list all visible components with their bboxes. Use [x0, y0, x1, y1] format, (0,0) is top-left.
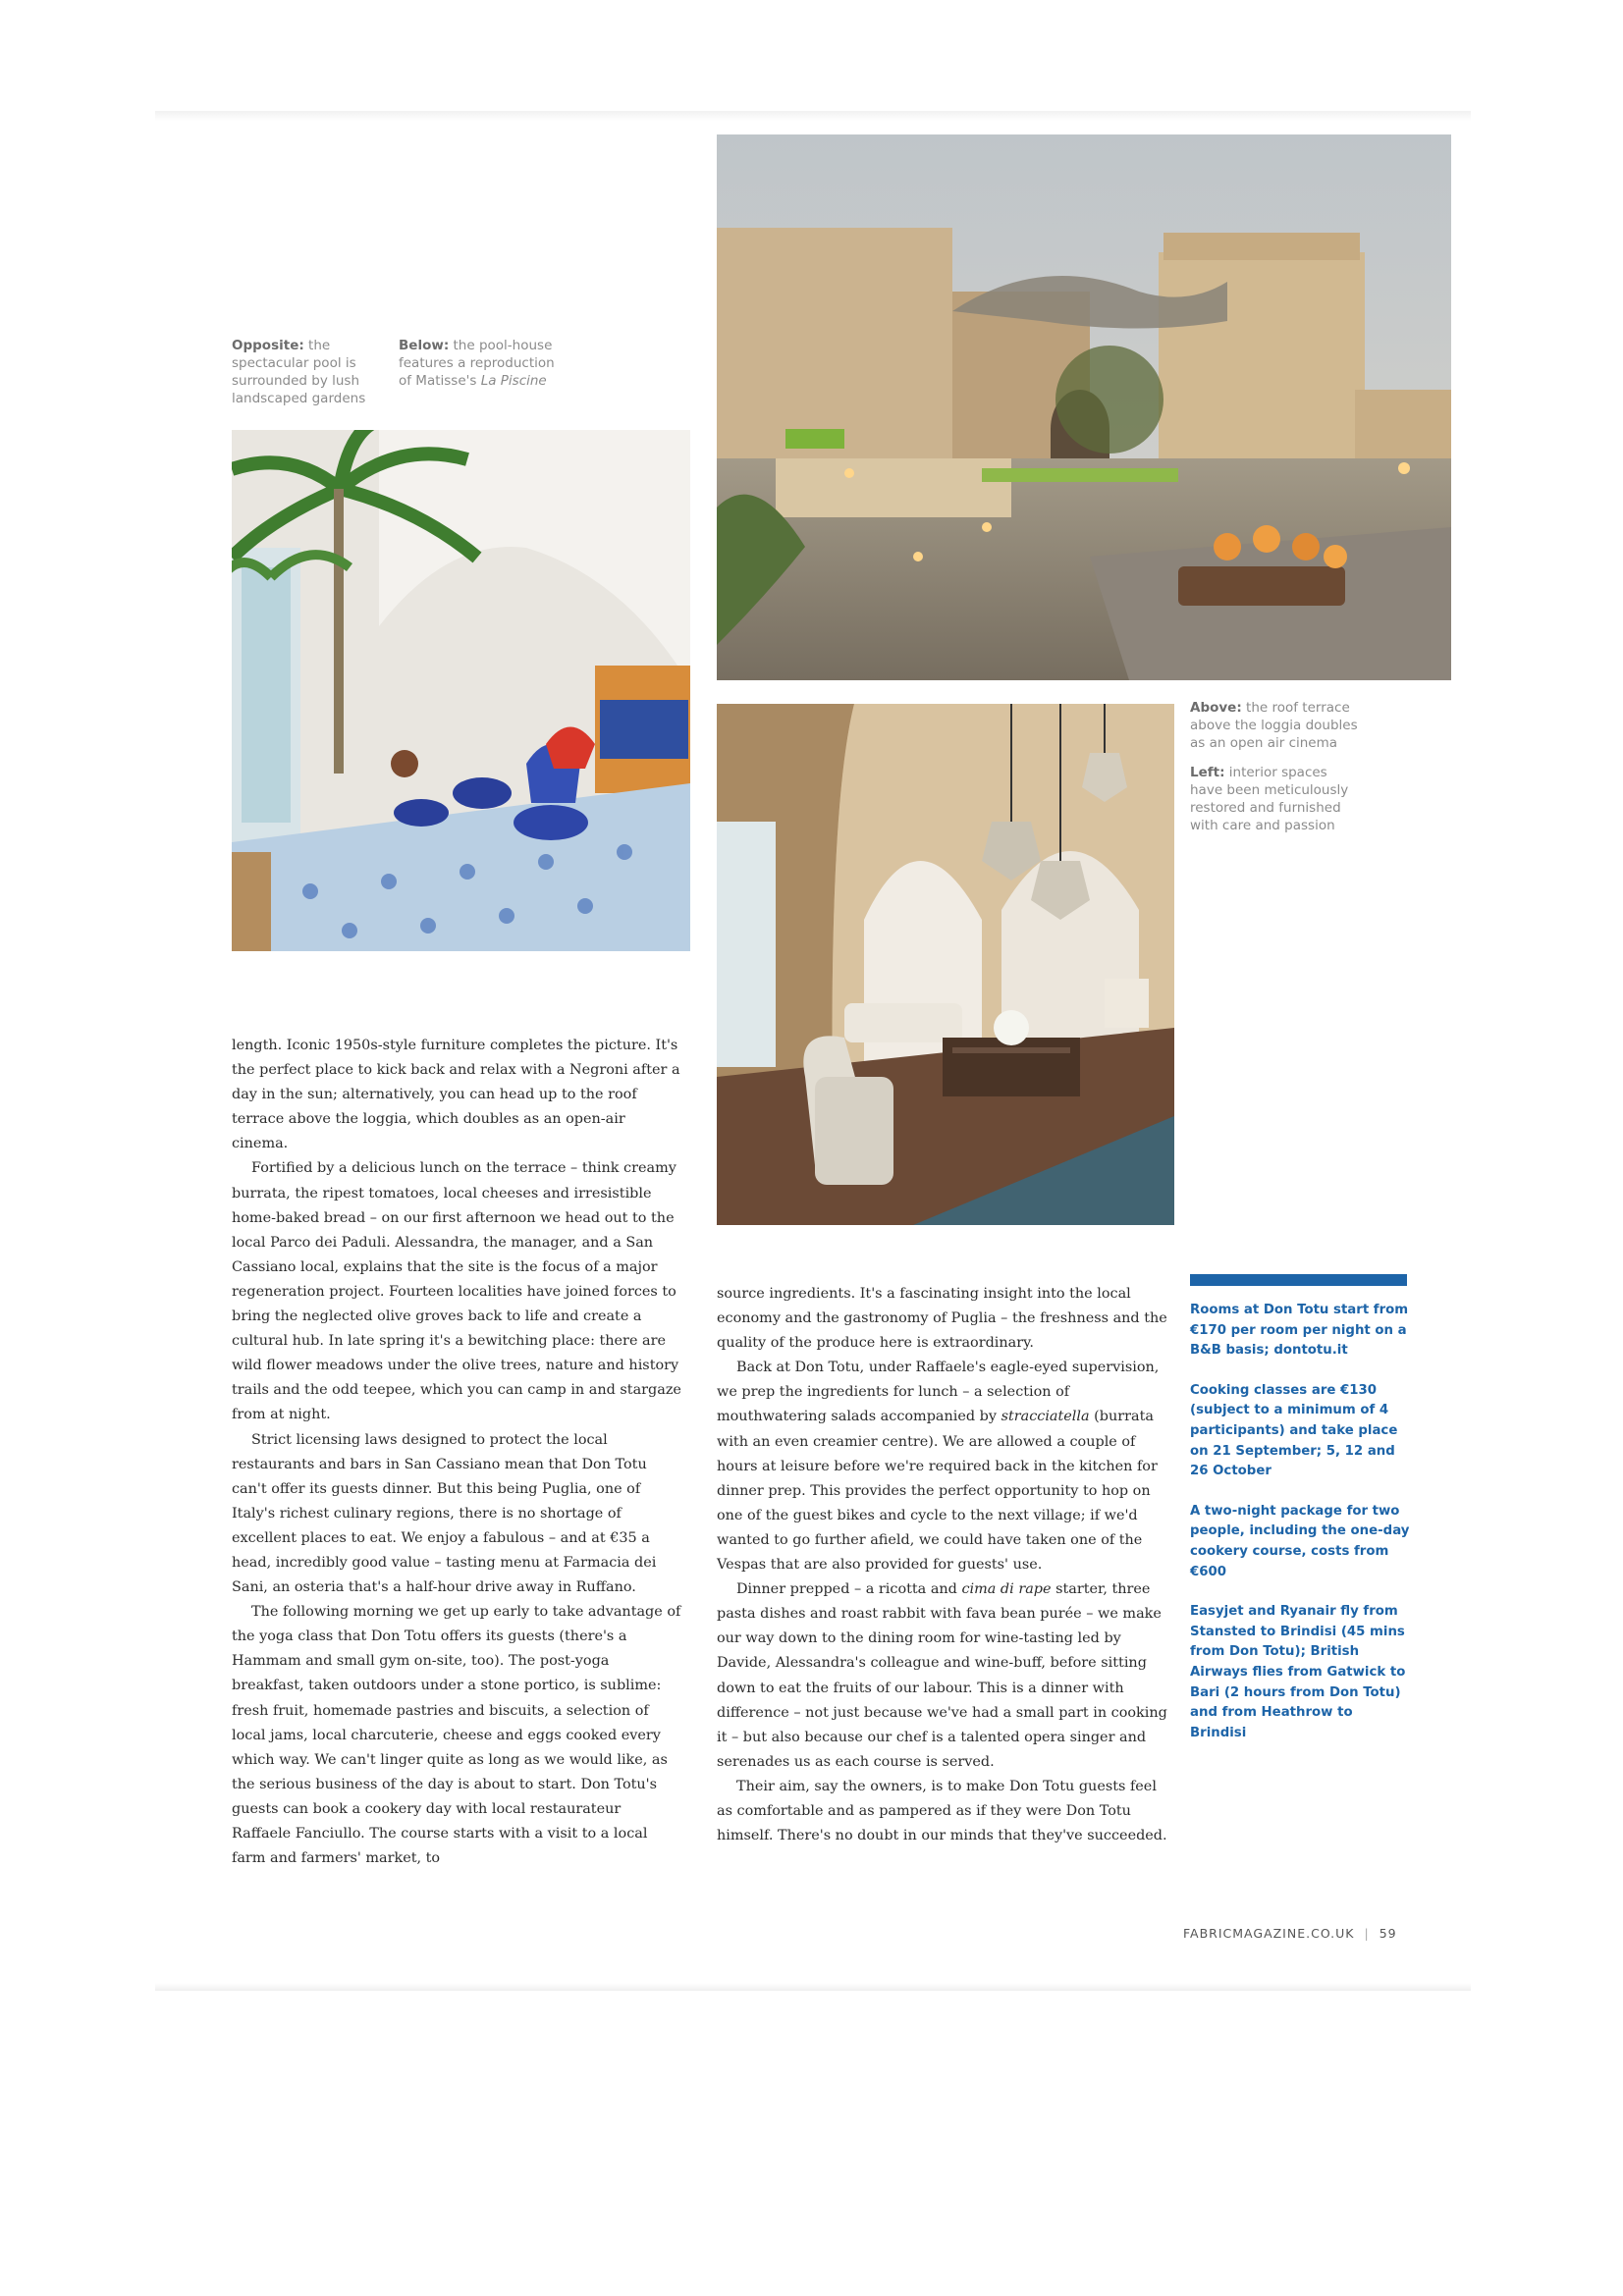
paragraph: length. Iconic 1950s-style furniture completes the picture. It's the perfect place to kick back and relax with a Negroni after a day in the sun; alternatively, you can head up to the roof terrace above the loggia, which doubles as an open-air cinema.	[232, 1038, 680, 1152]
caption-below-italic: La Piscine	[480, 373, 547, 389]
caption-below	[399, 337, 561, 390]
footer-site: FABRICMAGAZINE.CO.UK	[1183, 1926, 1355, 1941]
photo-pool-house	[232, 430, 690, 951]
sidebar-info	[1190, 1301, 1411, 1763]
caption-opposite	[232, 337, 389, 407]
sidebar-rule	[1190, 1274, 1407, 1286]
footer-separator: |	[1364, 1926, 1370, 1941]
paragraph-text: starter, three pasta dishes and roast rabbit with fava bean purée – we make our way down to the dining room for wine-tasting led by Davide, Alessandra's colleague and wine-buff, before sitting down to eat the fruits of our labour. This is a dinner with difference – not just because we've had a small part in cooking it – but also because our chef is a talented opera singer and serenades us as each course is served.	[717, 1581, 1167, 1770]
caption-opposite-text: the spectacular pool is surrounded by lush landscaped gardens	[232, 338, 366, 406]
paragraph	[717, 1577, 1172, 1775]
sidebar-item: Rooms at Don Totu start from €170 per room per night on a B&B basis; dontotu.it	[1190, 1303, 1409, 1359]
photo-interior	[717, 704, 1174, 1225]
caption-above-text: the roof terrace above the loggia doubles as an open air cinema	[1190, 700, 1358, 751]
paragraph-text: Dinner prepped – a ricotta and	[736, 1581, 962, 1598]
paragraph-text: (burrata with an even creamier centre). We are allowed a couple of hours at leisure before we're required back in the kitchen for dinner prep. This provides the perfect opportunity to hop on one of the guest bikes and cycle to the next village; if we'd wanted to go further afield, we could have taken one of the Vespas that are also provided for guests' use.	[717, 1409, 1158, 1574]
paragraph-italic: cima di rape	[961, 1581, 1052, 1598]
caption-opposite-label: Opposite:	[232, 338, 304, 353]
paragraph: Their aim, say the owners, is to make Don Totu guests feel as comfortable and as pampered as if they were Don Totu himself. There's no doubt in our minds that they've succeeded.	[717, 1778, 1167, 1844]
sidebar-item: Cooking classes are €130 (subject to a minimum of 4 participants) and take place on 21 September; 5, 12 and 26 October	[1190, 1382, 1398, 1479]
photo-roof-terrace	[717, 134, 1451, 680]
caption-above	[1190, 699, 1362, 752]
paragraph: source ingredients. It's a fascinating insight into the local economy and the gastronomy of Puglia – the freshness and the quality of the produce here is extraordinary.	[717, 1286, 1167, 1352]
paragraph: The following morning we get up early to take advantage of the yoga class that Don Totu offers its guests (there's a Hammam and small gym on-site, too). The post-yoga breakfast, taken outdoors under a stone portico, is sublime: fresh fruit, homemade pastries and biscuits, a selection of local jams, local charcuterie, cheese and eggs cooked every which way. We can't linger quite as long as we would like, as the serious business of the day is about to start. Don Totu's guests can book a cookery day with local restaurateur Raffaele Fanciullo. The course starts with a visit to a local farm and farmers' market, to	[232, 1604, 681, 1867]
page-number: 59	[1379, 1926, 1397, 1941]
sidebar-item: Easyjet and Ryanair fly from Stansted to Brindisi (45 mins from Don Totu); British Airways flies from Gatwick to Bari (2 hours from Don Totu) and from Heathrow to Brindisi	[1190, 1604, 1406, 1740]
paragraph: Strict licensing laws designed to protect the local restaurants and bars in San Cassiano mean that Don Totu can't offer its guests dinner. But this being Puglia, one of Italy's richest culinary regions, there is no shortage of excellent places to eat. We enjoy a fabulous – and at €35 a head, incredibly good value – tasting menu at Farmacia dei Sani, an osteria that's a half-hour drive away in Ruffano.	[232, 1431, 657, 1596]
sidebar-item: A two-night package for two people, including the one-day cookery course, costs from €600	[1190, 1503, 1410, 1579]
paragraph-text: Back at Don Totu, under Raffaele's eagle-eyed supervision, we prep the ingredients for lunch – a selection of mouthwatering salads accompanied by	[717, 1360, 1160, 1425]
paragraph	[717, 1356, 1172, 1577]
caption-left-text: interior spaces have been meticulously restored and furnished with care and passion	[1190, 765, 1349, 833]
caption-left-label: Left:	[1190, 765, 1225, 780]
caption-above-label: Above:	[1190, 700, 1242, 716]
caption-below-label: Below:	[399, 338, 450, 353]
page-bottom-edge	[155, 1983, 1471, 1991]
body-column-1	[232, 1034, 683, 1871]
page-top-edge	[155, 111, 1471, 121]
caption-left	[1190, 764, 1362, 834]
paragraph: Fortified by a delicious lunch on the terrace – think creamy burrata, the ripest tomatoes, local cheeses and irresistible home-baked bread – on our first afternoon we head out to the local Parco dei Paduli. Alessandra, the manager, and a San Cassiano local, explains that the site is the focus of a major regeneration project. Fourteen localities have joined forces to bring the neglected olive groves back to life and create a cultural hub. In late spring it's a bewitching place: there are wild flower meadows under the olive trees, nature and history trails and the odd teepee, which you can camp in and stargaze from at night.	[232, 1160, 681, 1423]
page-footer	[1183, 1926, 1397, 1941]
caption-right	[1190, 699, 1362, 846]
body-column-2	[717, 1282, 1172, 1848]
paragraph-italic: stracciatella	[1001, 1409, 1090, 1425]
caption-below-text: the pool-house features a reproduction of Matisse's	[399, 338, 555, 389]
